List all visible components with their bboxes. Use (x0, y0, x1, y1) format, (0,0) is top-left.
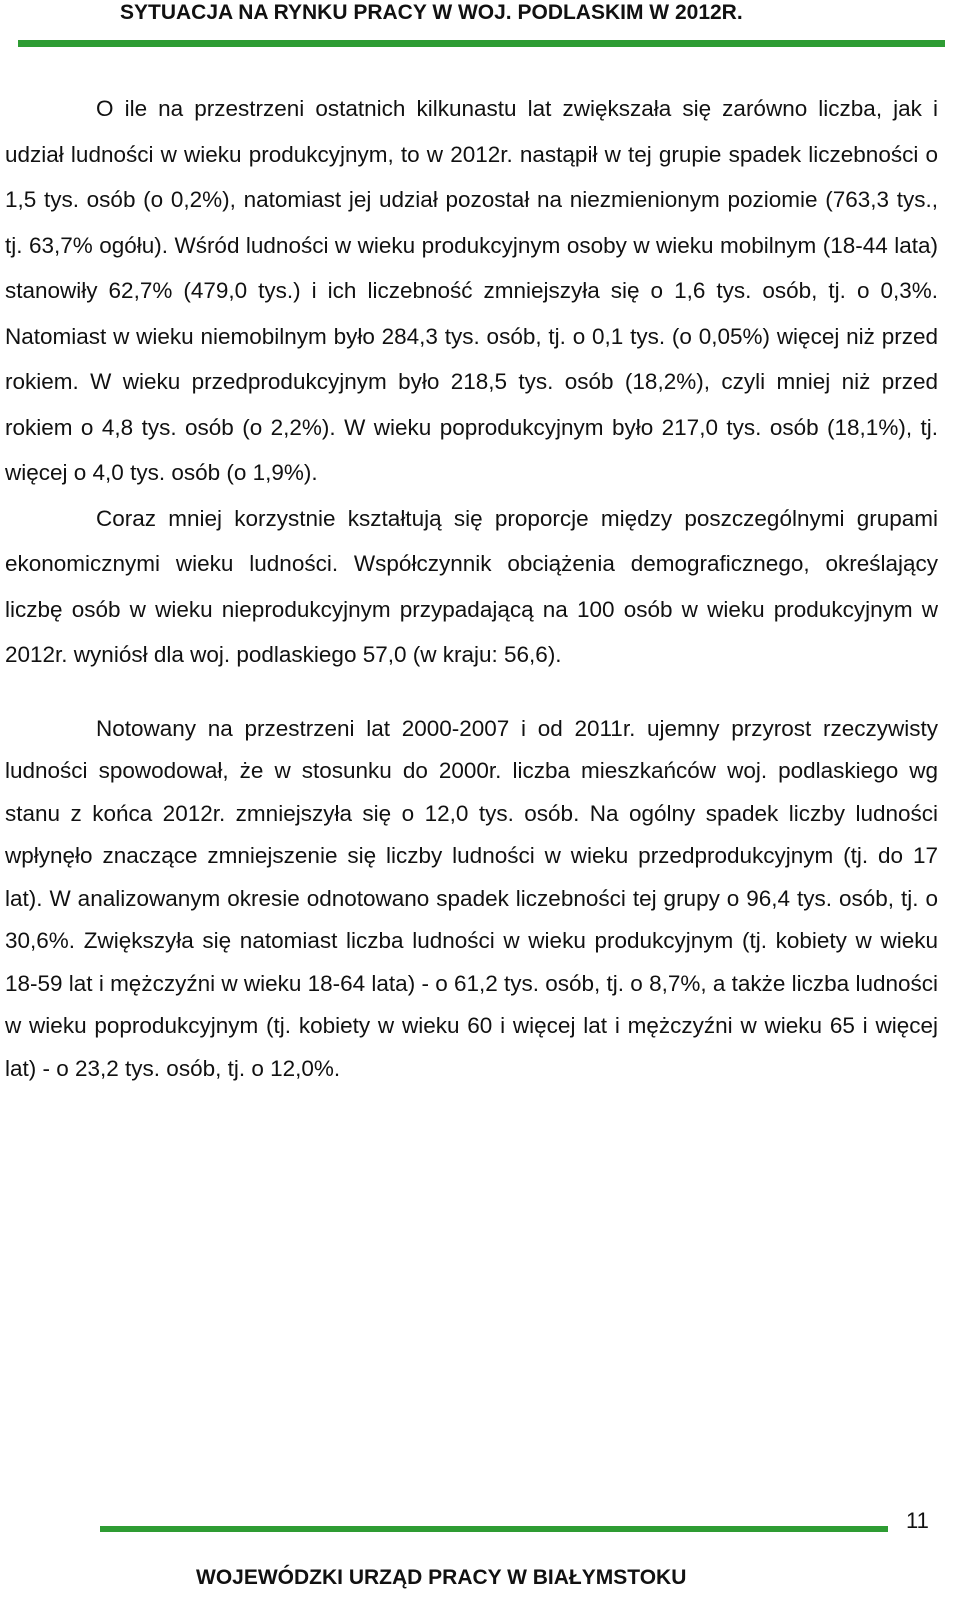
footer-organization: WOJEWÓDZKI URZĄD PRACY W BIAŁYMSTOKU (196, 1566, 687, 1589)
document-body (5, 86, 938, 1090)
page-number: 11 (906, 1508, 929, 1533)
paragraph-dependency-ratio: Coraz mniej korzystnie kształtują się proporcje między poszczególnymi grupami ekonomicznymi wieku ludności. Współczynnik obciążenia demograficznego, określający liczbę osób w wieku nieprodukcyjnym przypadającą na 100 osób w wieku produkcyjnym w 2012r. wyniósł dla woj. podlaskiego 57,0 (w kraju: 56,6). (5, 505, 938, 667)
header-divider (18, 40, 945, 47)
footer-divider (100, 1526, 888, 1532)
paragraph-working-age-population: O ile na przestrzeni ostatnich kilkunastu lat zwiększała się zarówno liczba, jak i udział ludności w wieku produkcyjnym, to w 2012r. nastąpił w tej grupie spadek liczebności o 1,5 tys. osób (o 0,2%), natomiast jej udział pozostał na niezmienionym poziomie (763,3 tys., tj. 63,7% ogółu). Wśród ludności w wieku produkcyjnym osoby w wieku mobilnym (18-44 lata) stanowiły 62,7% (479,0 tys.) i ich liczebność zmniejszyła się o 1,6 tys. osób, tj. o 0,3%. Natomiast w wieku niemobilnym było 284,3 tys. osób, tj. o 0,1 tys. (o 0,05%) więcej niż przed rokiem. W wieku przedprodukcyjnym było 218,5 tys. osób (18,2%), czyli mniej niż przed rokiem o 4,8 tys. osób (o 2,2%). W wieku poprodukcyjnym było 217,0 tys. osób (18,1%), tj. więcej o 4,0 tys. osób (o 1,9%). (5, 96, 938, 485)
page-header-title: SYTUACJA NA RYNKU PRACY W WOJ. PODLASKIM W 2012R. (120, 1, 743, 24)
paragraph-population-change: Notowany na przestrzeni lat 2000-2007 i od 2011r. ujemny przyrost rzeczywisty ludności spowodował, że w stosunku do 2000r. liczba mieszkańców woj. podlaskiego wg stanu z końca 2012r. zmniejszyła się o 12,0 tys. osób. Na ogólny spadek liczby ludności wpłynęło znaczące zmniejszenie się liczby ludności w wieku przedprodukcyjnym (tj. do 17 lat). W analizowanym okresie odnotowano spadek liczebności tej grupy o 96,4 tys. osób, tj. o 30,6%. Zwiększyła się natomiast liczba ludności w wieku produkcyjnym (tj. kobiety w wieku 18-59 lat i mężczyźni w wieku 18-64 lata) - o 61,2 tys. osób, tj. o 8,7%, a także liczba ludności w wieku poprodukcyjnym (tj. kobiety w wieku 60 i więcej lat i mężczyźni w wieku 65 i więcej lat) - o 23,2 tys. osób, tj. o 12,0%. (5, 715, 938, 1081)
